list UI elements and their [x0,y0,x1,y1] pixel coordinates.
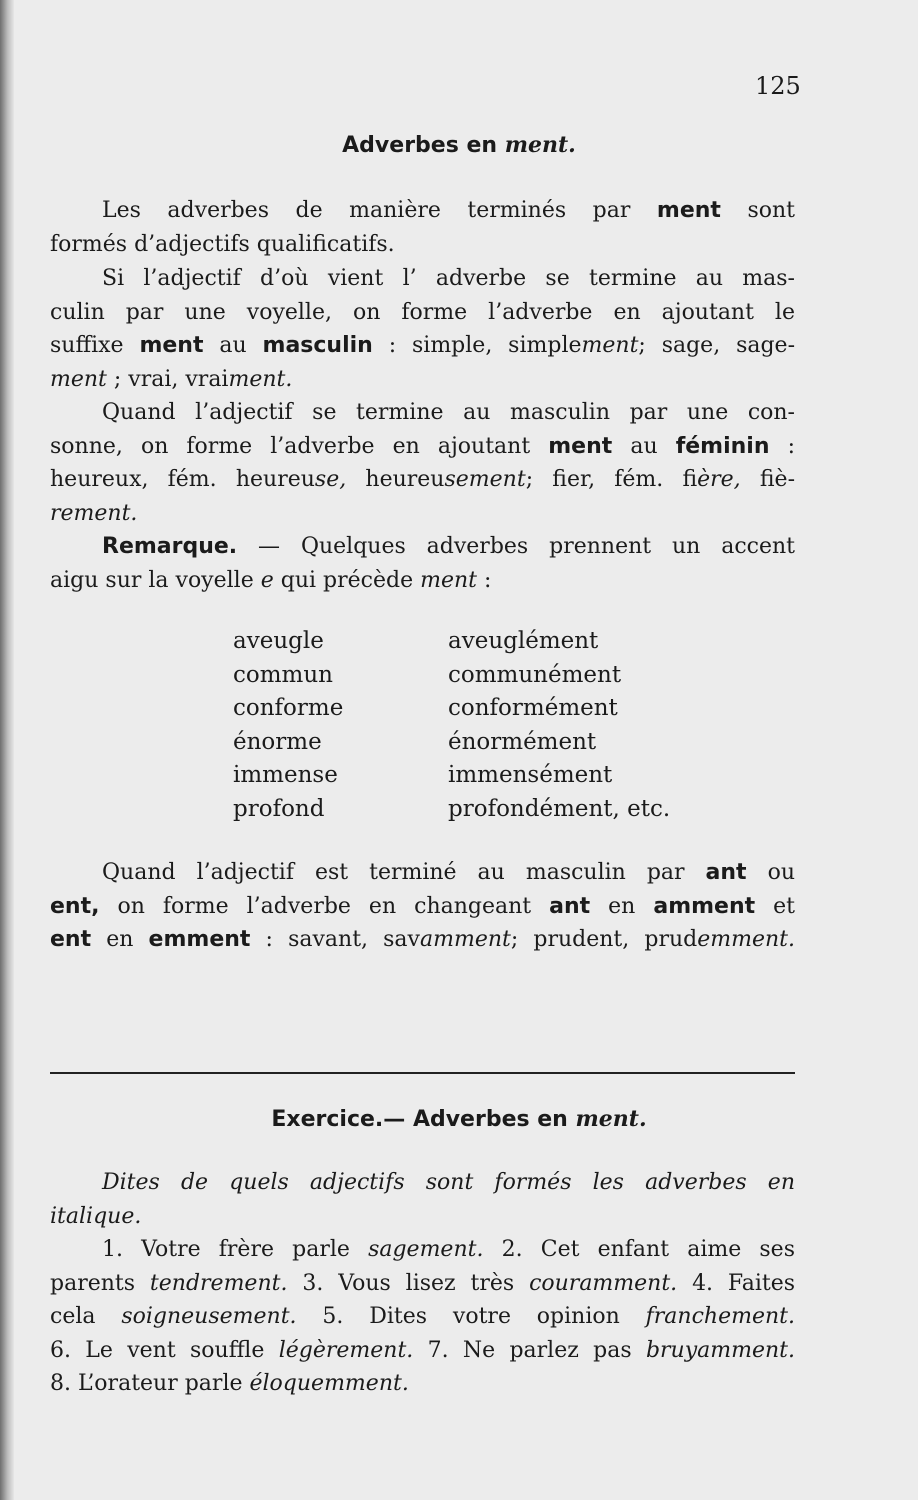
p4-bold-emment: emment [148,927,251,952]
p1-text-c: sont [720,198,796,223]
sentence-5: 5. Dites votre opinion [296,1304,646,1329]
p3-line-1 [50,396,795,430]
adjective: aveugle [233,628,324,654]
adjective: commun [233,661,333,688]
p3-text-h: fiè- [740,467,795,492]
p3-italic-4: rement. [50,500,138,526]
p2-text-b: culin par une voyelle, on forme l’adverbe en ajoutant le [50,299,795,325]
p4-text-b: ou [746,860,795,885]
p3-bold-ment: ment [548,433,613,459]
adjective: énorme [233,728,322,755]
adverb: aveuglément [448,628,599,654]
sentence-4-adverb: soigneusement. [121,1304,297,1329]
section-title-prefix: Adverbes en [342,133,498,158]
page-edge [0,0,14,1500]
sentence-2: 2. Cet enfant aime ses [483,1237,795,1262]
adverb: communément [448,661,622,688]
sentence-1: 1. Votre frère parle [102,1237,369,1262]
p4-line-2 [50,890,795,924]
p2-bold-masculin: masculin [262,333,373,358]
exercise-title [0,1106,918,1132]
section-title-suffix: ment. [504,132,576,158]
exercise-line-4 [50,1334,795,1368]
p2-italic-1: ment [581,333,639,358]
sentence-7-adverb: bruyamment. [645,1337,795,1363]
adverb: profondément, etc. [448,795,671,822]
sentence-4: 4. Faites [677,1270,796,1296]
p4-text-g: : savant, sav [250,927,420,952]
rule-paragraph-3 [50,396,795,530]
exercise-title-prefix: Exercice.— Adverbes en [271,1107,568,1132]
p2-line-2 [50,296,795,330]
p4-bold-amment: amment [653,893,756,919]
sentence-7: 7. Ne parlez pas [413,1337,646,1363]
p1-line-2 [50,228,795,262]
p2-bold-ment: ment [139,333,204,358]
p3-line-3 [50,463,795,497]
list-item [233,759,733,793]
p2-text-d: au [203,333,263,358]
sentence-4-cont: cela [50,1304,122,1329]
p2-text-f: ; sage, sage- [638,333,796,358]
p2-line-1 [50,262,795,296]
remark-line-1 [50,530,795,564]
p2-text-a: Si l’adjectif d’où vient l’ adverbe se termine au mas- [102,266,795,291]
p4-text-a: Quand l’adjectif est terminé au masculin par [102,860,706,885]
p2-line-4 [50,363,795,397]
p4-text-f: en [91,927,149,952]
section-title [0,132,918,158]
adjective: immense [233,762,338,789]
p4-bold-ant: ant [705,860,747,885]
p3-italic-3: ère, [697,467,741,492]
p3-text-f: heureu [346,467,445,492]
remark-text-b: aigu sur la voyelle [50,567,261,593]
rule-paragraph-4 [50,856,795,957]
exercise-line-1 [50,1233,795,1267]
sentence-2-cont: parents [50,1270,150,1296]
sentence-5-adverb: franchement. [645,1304,795,1329]
exercise-title-suffix: ment. [575,1106,647,1132]
sentence-6: 6. Le vent souffle [50,1337,279,1363]
p4-bold-ent-2: ent [50,927,92,952]
p4-italic-2: emment. [697,927,795,952]
p3-text-a: Quand l’adjectif se termine au masculin par une con- [102,400,795,425]
p3-line-4 [50,497,795,531]
adjective: conforme [233,695,344,722]
p4-line-3 [50,923,795,957]
p2-text-c: suffixe [50,333,140,358]
sentence-3-adverb: couramment. [529,1270,678,1296]
p4-text-d: en [590,893,654,919]
p3-text-e: heureux, fém. heureu [50,467,315,492]
exercise-line-5 [50,1367,795,1401]
sentence-1-adverb: sagement. [368,1237,484,1262]
p1-bold-ment: ment [656,198,721,223]
p4-bold-ant-2: ant [549,893,591,919]
list-item [233,793,733,827]
remark-text-a: — Quelques adverbes prennent un accent [237,534,795,559]
p2-italic-3: ment. [228,366,293,392]
p4-line-1 [50,856,795,890]
rule-paragraph-1 [50,194,795,261]
page-number: 125 [755,72,801,100]
exercise-instruction [50,1166,795,1233]
sentence-3: 3. Vous lisez très [287,1270,530,1296]
p3-text-b: sonne, on forme l’adverbe en ajoutant [50,433,549,459]
p2-italic-2: ment [50,366,107,392]
p3-text-d: : [769,433,795,459]
p3-italic-1: se, [314,467,347,492]
adverb: immensément [448,762,613,789]
p4-italic-1: amment [419,927,511,952]
p1-line-1 [50,194,795,228]
section-divider [50,1072,795,1074]
remark-line-2 [50,564,795,598]
remark-italic-ment: ment [420,567,477,593]
p1-text-a: Les adverbes de manière terminés par [102,198,657,223]
sentence-8: 8. L’orateur parle [50,1371,250,1396]
p2-line-3 [50,329,795,363]
instruction-text-b: italique. [50,1203,142,1229]
instruction-line-2 [50,1200,795,1234]
p4-text-h: ; prudent, prud [510,927,698,952]
rule-paragraph-2 [50,262,795,396]
instruction-text-a: Dites de quels adjectifs sont formés les adverbes en [102,1170,795,1195]
list-item [233,625,733,659]
adjective: profond [233,795,325,822]
remark-text-d: : [476,567,492,593]
adverb: énormément [448,728,597,755]
p2-text-g: ; vrai, vrai [106,366,229,392]
exercise-sentences [50,1233,795,1401]
exercise-line-2 [50,1267,795,1301]
p3-text-g: ; fier, fém. fi [525,467,698,492]
adverb: conformément [448,695,618,722]
sentence-6-adverb: légèrement. [278,1337,414,1363]
list-item [233,692,733,726]
p4-text-e: et [755,893,795,919]
exercise-line-3 [50,1300,795,1334]
p2-text-e: : simple, simple [372,333,582,358]
p3-italic-2: sement [444,467,526,492]
list-item [233,726,733,760]
adjective-adverb-list [233,625,733,827]
remark-label: Remarque. [102,534,238,559]
p4-bold-ent: ent, [50,893,100,919]
p3-line-2 [50,430,795,464]
list-item [233,659,733,693]
remark-paragraph [50,530,795,597]
remark-text-c: qui précède [273,567,421,593]
instruction-line-1 [50,1166,795,1200]
remark-italic-e: e [260,567,274,593]
p4-text-c: on forme l’adverbe en changeant [99,893,550,919]
p1-text-d: formés d’adjectifs qualificatifs. [50,231,395,257]
sentence-2-adverb: tendrement. [149,1270,288,1296]
p3-bold-feminin: féminin [675,433,770,459]
p3-text-c: au [612,433,676,459]
sentence-8-adverb: éloquemment. [249,1371,409,1396]
